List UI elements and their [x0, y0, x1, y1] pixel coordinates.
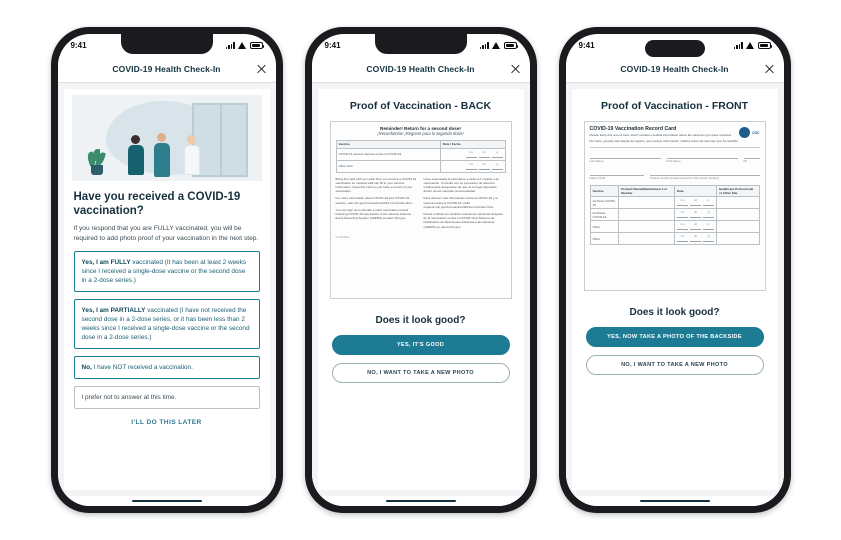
status-bar — [58, 34, 276, 56]
card-back-column-en — [336, 177, 418, 232]
cellular-signal-icon — [226, 42, 235, 49]
row-date-other: mm dd yy — [440, 160, 505, 172]
row-product-dose1 — [619, 197, 675, 209]
status-icons — [480, 42, 517, 49]
option-partially-vaccinated[interactable] — [74, 299, 260, 349]
close-icon[interactable] — [510, 64, 521, 75]
row-date-other2: mm dd yy — [674, 233, 716, 245]
col-date: Date — [674, 186, 716, 197]
status-bar — [566, 34, 784, 56]
status-time: 9:41 — [70, 40, 87, 50]
question-description: If you respond that you are FULLY vaccinated, you will be required to add photo proof of your vaccination in the next step. — [73, 225, 259, 242]
vaccination-card-back-photo[interactable] — [330, 121, 512, 299]
take-backside-photo-button[interactable]: YES, NOW TAKE A PHOTO OF THE BACKSIDE — [586, 327, 764, 347]
phone-screen-1 — [58, 34, 276, 506]
row-clinic-dose2 — [716, 209, 759, 221]
option-fully-vaccinated[interactable] — [74, 251, 260, 292]
wifi-icon — [746, 42, 755, 49]
col-vaccine: Vaccine — [336, 141, 440, 148]
app-header — [566, 56, 784, 83]
vaccination-card-front-photo[interactable] — [584, 121, 766, 291]
screen-3-content — [566, 83, 784, 496]
row-clinic-dose1 — [716, 197, 759, 209]
col-product: Product Name/Manufacturer Lot Number — [619, 186, 675, 197]
page-title: Proof of Vaccination - BACK — [349, 100, 492, 112]
date-of-birth-field: Date of birth — [590, 168, 645, 180]
option-fully-text: vaccinated (It has been at least 2 weeks since I received a single-dose vaccine or the second dose in a 2-dose series.) — [81, 259, 247, 284]
row-clinic-other2 — [716, 233, 759, 245]
card-front-header — [590, 127, 760, 148]
cellular-signal-icon — [734, 42, 743, 49]
option-decline-text: I prefer not to answer at this time. — [81, 394, 177, 401]
page-title: Proof of Vaccination - FRONT — [600, 100, 748, 112]
cellular-signal-icon — [480, 42, 489, 49]
card-footer-note: CS 321629-A — [335, 235, 350, 239]
row-label-dose1: 1st Dose COVID-19 — [590, 197, 619, 209]
paragraph-es-3: Puede notificar los posibles reacciones adversas después de la vacunación contra el COVID-19 al Sistema de Notificación de Reacciones Adversas a las Vacunas (VAERS) en vaers.hhs.gov. — [423, 212, 503, 229]
table-header-row — [336, 141, 505, 148]
patient-number-field: Patient number (medical record or IIS record number) — [650, 168, 759, 180]
cdc-logo-text: CDC — [752, 130, 760, 135]
status-bar — [312, 34, 530, 56]
battery-icon — [250, 42, 263, 49]
phone-mockup-3 — [559, 27, 791, 513]
app-title: COVID-19 Health Check-In — [620, 64, 729, 74]
option-no-strong: No, — [81, 364, 92, 371]
home-indicator — [312, 496, 530, 506]
do-this-later-link[interactable]: I'LL DO THIS LATER — [131, 419, 202, 426]
row-product-other2 — [619, 233, 675, 245]
reminder-heading-en: Reminder! Return for a second dose! — [380, 126, 461, 131]
table-row — [336, 148, 505, 160]
row-label-other: Other Otra — [336, 160, 440, 172]
status-icons — [734, 42, 771, 49]
phone-screen-3 — [566, 34, 784, 506]
app-title: COVID-19 Health Check-In — [112, 64, 221, 74]
card-front-titles — [590, 127, 739, 144]
table-row — [590, 209, 759, 221]
home-indicator — [566, 496, 784, 506]
question-title: Have you received a COVID-19 vaccination? — [73, 191, 241, 217]
confirm-question: Does it look good? — [375, 315, 466, 326]
table-row — [590, 233, 759, 245]
illustration-door — [192, 103, 248, 177]
row-label-other1: Other — [590, 221, 619, 233]
illustration-person-2 — [154, 133, 170, 177]
screen-2-content — [312, 83, 530, 496]
home-indicator — [58, 496, 276, 506]
app-title: COVID-19 Health Check-In — [366, 64, 475, 74]
paragraph-es-1: Lleve esta tarjeta al vacunarse a cada vez medica o de vacunación. Consulte con su proveedor de atención médica para asegurarse de que se le haya ingresado dentro de las vacunas recomendadas. — [423, 176, 499, 194]
paragraph-en-3: You can sign up to provide a short vaccination record following COVID-19 vaccination to the Vaccine Adverse Event Reporting System (VAERS) at vaers.hhs.gov. — [335, 207, 412, 221]
row-label-covid: COVID-19 vaccine Vacuna contra el COVID-19 — [336, 148, 440, 160]
reminder-heading-es: ¡Recordatorio! ¡Regrese para la segunda dosis! — [377, 131, 464, 137]
phone-mockup-2 — [305, 27, 537, 513]
card-title: COVID-19 Vaccination Record Card — [589, 126, 677, 132]
card-back-column-es — [424, 177, 506, 232]
card-note-es: Por favor, guarde esta tarjeta de registro, que incluye información médica sobre las vacunas que ha recibido. — [589, 139, 739, 144]
option-fully-strong: Yes, I am FULLY — [81, 259, 131, 266]
col-vaccine: Vaccine — [590, 186, 619, 197]
row-date-covid: mm dd yy — [440, 148, 505, 160]
illustration-plant — [88, 145, 106, 175]
cdc-logo-icon — [739, 127, 759, 138]
app-header — [58, 56, 276, 83]
option-partially-text: vaccinated (I have not received the second dose in a 2-dose series, or it has been less than 2 weeks since I received a single-dose vaccine or the second dose in a 2-dose series.) — [81, 307, 250, 341]
row-label-other2: Other — [590, 233, 619, 245]
vaccination-doses-table — [590, 185, 760, 245]
middle-initial-field: MI — [744, 151, 760, 163]
wifi-icon — [238, 42, 247, 49]
app-header — [312, 56, 530, 83]
close-icon[interactable] — [256, 64, 267, 75]
card-back-paragraphs — [336, 177, 506, 232]
table-row — [336, 160, 505, 172]
retake-photo-button[interactable]: NO, I WANT TO TAKE A NEW PHOTO — [332, 363, 510, 383]
battery-icon — [758, 42, 771, 49]
phone-screen-2 — [312, 34, 530, 506]
first-name-field: First Name — [667, 151, 738, 163]
card-note-en: Please keep this record card, which includes medical information about the vaccines you have received. — [589, 133, 732, 138]
retake-photo-button[interactable]: NO, I WANT TO TAKE A NEW PHOTO — [586, 355, 764, 375]
row-product-dose2 — [619, 209, 675, 221]
status-time: 9:41 — [578, 40, 595, 50]
battery-icon — [504, 42, 517, 49]
confirm-question: Does it look good? — [629, 307, 720, 318]
row-label-dose2: 2nd Dose COVID-19 — [590, 209, 619, 221]
option-prefer-not-to-answer[interactable] — [74, 386, 260, 409]
wifi-icon — [492, 42, 501, 49]
illustration-person-1 — [128, 135, 144, 175]
status-icons — [226, 42, 263, 49]
screen-1-content — [58, 83, 276, 496]
last-name-field: Last Name — [590, 151, 661, 163]
vaccination-options — [74, 251, 260, 409]
row-date-other1: mm dd yy — [674, 221, 716, 233]
name-fields-row — [590, 151, 760, 163]
status-time: 9:41 — [324, 40, 341, 50]
option-no-text: I have NOT received a vaccination. — [91, 364, 193, 371]
close-icon[interactable] — [764, 64, 775, 75]
table-row — [590, 197, 759, 209]
screen-1-card — [64, 89, 270, 490]
row-date-dose2: mm dd yy — [674, 209, 716, 221]
healthcare-workers-illustration — [72, 95, 262, 181]
screen-2-card — [318, 89, 524, 490]
paragraph-en-2: For more information about COVID-19 and COVID-19 vaccine, visit cdc.gov/coronavirus/2019-ncov/index.html. — [335, 196, 413, 205]
screen-3-card — [572, 89, 778, 490]
table-row — [590, 221, 759, 233]
row-product-other1 — [619, 221, 675, 233]
paragraph-en-1: Bring this card with you each time you receive a COVID-19 vaccination so medical staff can fill in your vaccine information. Keep this card so you have a record of your vaccination. — [335, 176, 417, 194]
option-partially-strong: Yes, I am PARTIALLY — [81, 307, 146, 314]
illustration-person-3 — [184, 135, 200, 175]
table-header-row — [590, 186, 759, 197]
paragraph-es-2: Para obtener más información sobre el COVID-19 y la vacuna contra el COVID-19, visite espanol.cdc.gov/coronavirus/2019-ncov/index.html. — [423, 196, 498, 209]
patient-fields-row — [590, 168, 760, 180]
row-clinic-other1 — [716, 221, 759, 233]
phone-mockup-1 — [51, 27, 283, 513]
row-date-dose1: mm dd yy — [674, 197, 716, 209]
col-clinic: Healthcare Professional or Clinic Site — [716, 186, 759, 197]
col-date: Date / Fecha — [440, 141, 505, 148]
second-dose-table — [336, 140, 506, 172]
confirm-photo-button[interactable]: YES, IT'S GOOD — [332, 335, 510, 355]
option-not-vaccinated[interactable] — [74, 356, 260, 379]
